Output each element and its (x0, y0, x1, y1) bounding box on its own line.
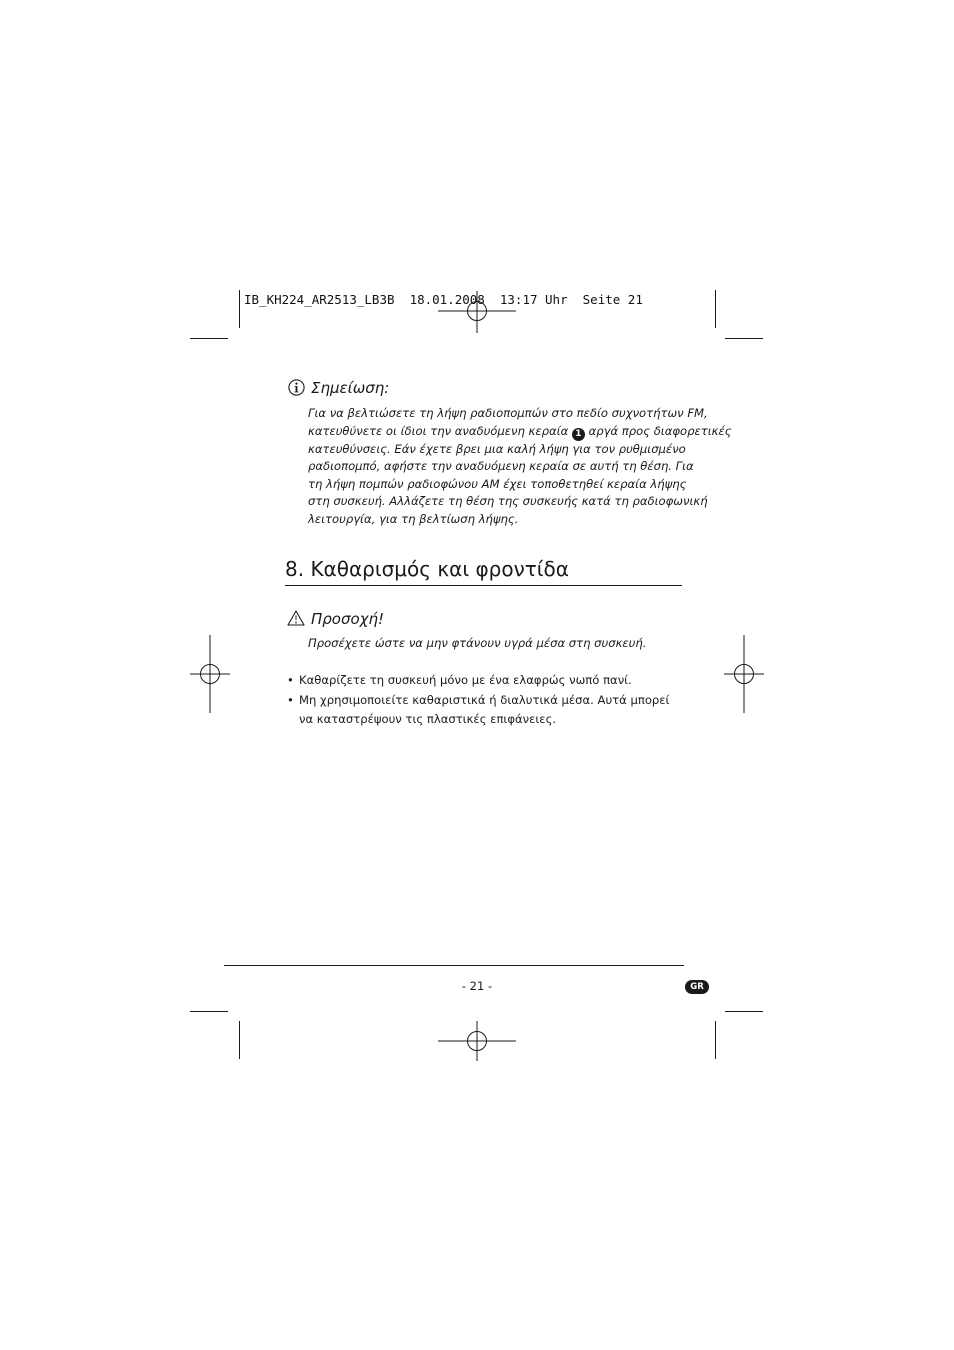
bullet-list (287, 671, 669, 730)
warning-title: Προσοχή! (311, 610, 385, 628)
list-item: • Μη χρησιμοποιείτε καθαριστικά ή διαλυτικά μέσα. Αυτά μπορεί να καταστρέψουν τις πλαστικές επιφάνειες. (287, 692, 670, 726)
crop-mark (190, 1011, 228, 1012)
warning-triangle-icon (287, 610, 305, 626)
list-item: • Καθαρίζετε τη συσκευή μόνο με ένα ελαφρώς νωπό πανί. (287, 671, 669, 691)
warning-text: Προσέχετε ώστε να μην φτάνουν υγρά μέσα στη συσκευή. (308, 636, 647, 650)
note-line: ραδιοπομπό, αφήστε την αναδυόμενη κεραία σε αυτή τη θέση. Για (308, 459, 694, 474)
bullet-marker: • (287, 673, 294, 687)
crop-mark (715, 290, 716, 328)
print-slug: IB_KH224_AR2513_LB3B 18.01.2008 13:17 Uhr Seite 21 (244, 292, 643, 307)
page-number: - 21 - (461, 979, 493, 993)
crop-mark (725, 1011, 763, 1012)
crop-mark (239, 290, 240, 328)
note-line: κατευθύνσεις. Εάν έχετε βρει μια καλή λήψη για τον ρυθμισμένο (308, 441, 686, 456)
note-line: λειτουργία, για τη βελτίωση λήψης. (308, 511, 519, 526)
registration-mark (438, 1021, 516, 1061)
crop-mark (725, 338, 763, 339)
info-icon (288, 379, 305, 396)
note-line: στη συσκευή. Αλλάζετε τη θέση της συσκευής κατά τη ραδιοφωνική (308, 494, 708, 509)
registration-mark (724, 635, 764, 713)
registration-mark (190, 635, 230, 713)
crop-mark (190, 338, 228, 339)
crop-mark (239, 1021, 240, 1059)
warning-heading (287, 610, 384, 628)
footer-divider (224, 965, 684, 966)
note-line: Για να βελτιώσετε τη λήψη ραδιοπομπών στο πεδίο συχνοτήτων FM, (308, 406, 708, 420)
note-title: Σημείωση: (311, 379, 390, 397)
bullet-marker: • (287, 692, 294, 707)
antenna-ref-number: 1 (572, 428, 585, 441)
section-divider (285, 585, 682, 586)
section-title: 8. Καθαρισμός και φροντίδα (285, 557, 569, 581)
language-badge: GR (685, 980, 709, 994)
crop-mark (715, 1021, 716, 1059)
note-body (308, 405, 732, 529)
note-heading (288, 379, 389, 397)
note-line: τη λήψη πομπών ραδιοφώνου AM έχει τοποθετηθεί κεραία λήψης (308, 476, 687, 491)
note-line: κατευθύνετε οι ίδιοι την αναδυόμενη κεραία 1 αργά προς διαφορετικές (308, 423, 732, 439)
